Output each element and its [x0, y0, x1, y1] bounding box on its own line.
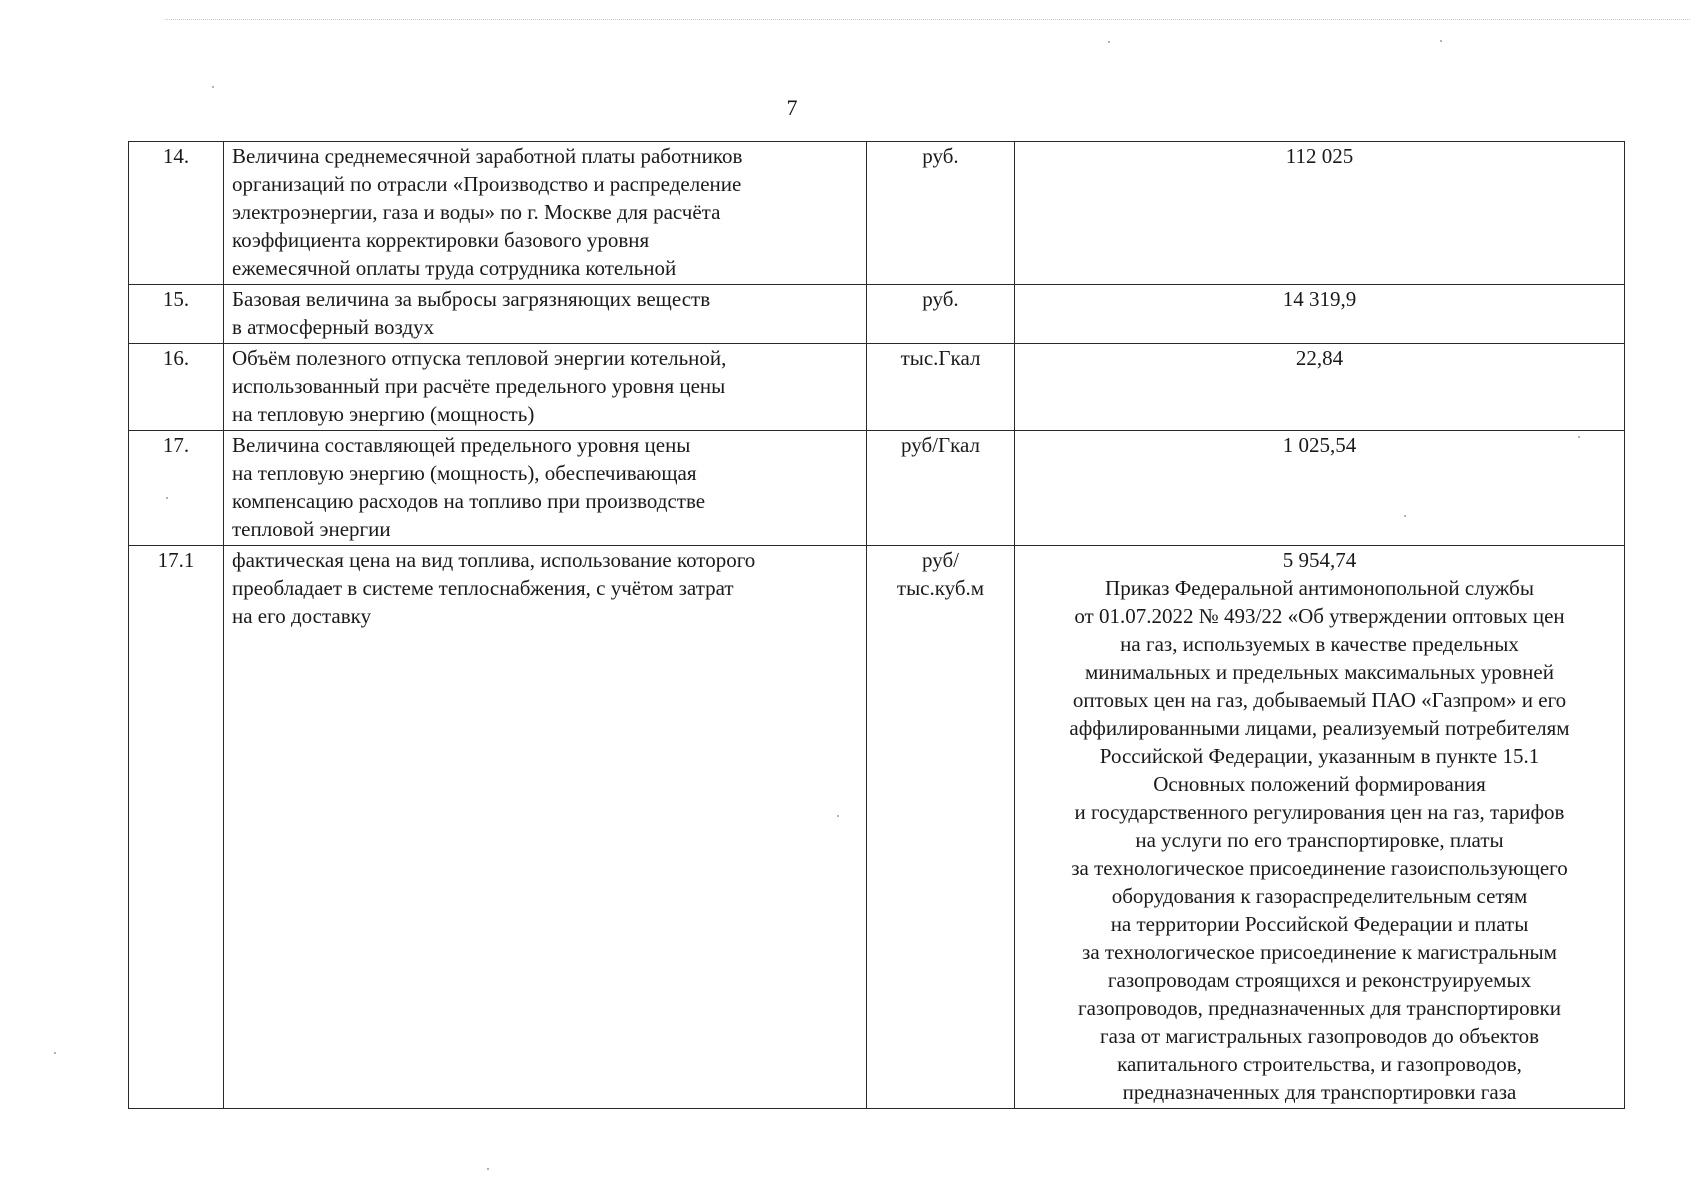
unit-cell: [867, 142, 1015, 285]
tariff-table: [128, 141, 1625, 1109]
description-line: тепловой энергии: [232, 517, 391, 541]
description-line: на тепловую энергию (мощность): [232, 402, 535, 426]
description-cell: [224, 285, 867, 344]
description-line: на тепловую энергию (мощность), обеспечивающая: [232, 461, 697, 485]
description-line: организаций по отрасли «Производство и распределение: [232, 172, 742, 196]
scan-speck: [1404, 515, 1406, 517]
description-line: использованный при расчёте предельного уровня цены: [232, 374, 726, 398]
source-note: [1015, 574, 1624, 1106]
unit-label: руб/Гкал: [901, 433, 980, 457]
note-line: Приказ Федеральной антимонопольной службы: [1105, 576, 1534, 600]
row-number-cell: [129, 431, 224, 546]
description-cell: [224, 546, 867, 1109]
note-line: и государственного регулирования цен на газ, тарифов: [1074, 800, 1565, 824]
description-line: преобладает в системе теплоснабжения, с учётом затрат: [232, 576, 734, 600]
description-cell: [224, 344, 867, 431]
description-cell: [224, 431, 867, 546]
page-number-container: [0, 96, 1696, 120]
scan-speck: [166, 497, 168, 499]
value-cell: [1015, 285, 1625, 344]
description-line: фактическая цена на вид топлива, использование которого: [232, 548, 756, 572]
row-number: 17.: [162, 433, 190, 457]
description-line: Базовая величина за выбросы загрязняющих веществ: [232, 287, 711, 311]
row-number: 16.: [162, 346, 190, 370]
scan-edge-line: [165, 19, 1690, 20]
unit-cell: [867, 285, 1015, 344]
scan-speck: [1108, 41, 1110, 43]
unit-label: тыс.Гкал: [900, 346, 981, 370]
note-line: на территории Российской Федерации и платы: [1110, 912, 1529, 936]
scan-speck: [837, 815, 839, 817]
value-text: 14 319,9: [1282, 287, 1357, 311]
description-line: Объём полезного отпуска тепловой энергии котельной,: [232, 346, 727, 370]
scan-speck: [54, 1052, 56, 1054]
description-line: Величина среднемесячной заработной платы работников: [232, 144, 743, 168]
note-line: капитального строительства, и газопроводов,: [1117, 1052, 1522, 1076]
note-line: газопроводам строящихся и реконструируемых: [1107, 968, 1532, 992]
table-row: [129, 344, 1625, 431]
value-cell: [1015, 344, 1625, 431]
description-line: электроэнергии, газа и воды» по г. Москве для расчёта: [232, 200, 721, 224]
description-line: Величина составляющей предельного уровня цены: [232, 433, 691, 457]
row-number: 14.: [162, 144, 190, 168]
row-number: 15.: [162, 287, 190, 311]
row-number-cell: [129, 344, 224, 431]
page-number: 7: [786, 95, 798, 120]
description-line: на его доставку: [232, 604, 372, 628]
unit-cell: [867, 546, 1015, 1109]
description-line: ежемесячной оплаты труда сотрудника котельной: [232, 256, 677, 280]
description-cell: [224, 142, 867, 285]
table-row: [129, 142, 1625, 285]
note-line: оптовых цен на газ, добываемый ПАО «Газпром» и его: [1072, 688, 1567, 712]
scan-speck: [1440, 40, 1442, 42]
note-line: на услуги по его транспортировке, платы: [1135, 828, 1504, 852]
row-number: 17.1: [157, 548, 195, 572]
note-line: за технологическое присоединение газоиспользующего: [1071, 856, 1568, 880]
table-row: [129, 546, 1625, 1109]
note-line: предназначенных для транспортировки газа: [1122, 1080, 1517, 1104]
row-number-cell: [129, 142, 224, 285]
note-line: Основных положений формирования: [1153, 772, 1486, 796]
unit-cell: [867, 344, 1015, 431]
row-number-cell: [129, 285, 224, 344]
unit-cell: [867, 431, 1015, 546]
description-line: компенсацию расходов на топливо при производстве: [232, 489, 706, 513]
unit-label: руб.: [922, 287, 959, 311]
note-line: оборудования к газораспределительным сетям: [1111, 884, 1528, 908]
note-line: за технологическое присоединение к магистральным: [1082, 940, 1557, 964]
note-line: газа от магистральных газопроводов до объектов: [1099, 1024, 1540, 1048]
value-text: 22,84: [1295, 346, 1344, 370]
value-cell: [1015, 431, 1625, 546]
value-cell: [1015, 546, 1625, 1109]
scan-speck: [212, 86, 214, 88]
description-line: в атмосферный воздух: [232, 315, 435, 339]
value-text: 5 954,74: [1282, 548, 1357, 572]
note-line: минимальных и предельных максимальных уровней: [1085, 660, 1554, 684]
note-line: Российской Федерации, указанным в пункте 15.1: [1099, 744, 1540, 768]
scan-speck: [487, 1168, 489, 1170]
table-row: [129, 285, 1625, 344]
note-line: от 01.07.2022 № 493/22 «Об утверждении оптовых цен: [1074, 604, 1565, 628]
scan-speck: [1578, 436, 1580, 438]
value-cell: [1015, 142, 1625, 285]
note-line: на газ, используемых в качестве предельных: [1120, 632, 1519, 656]
description-line: коэффициента корректировки базового уровня: [232, 228, 650, 252]
row-number-cell: [129, 546, 224, 1109]
note-line: газопроводов, предназначенных для транспортировки: [1078, 996, 1561, 1020]
value-text: 1 025,54: [1282, 433, 1357, 457]
unit-label: руб/: [922, 548, 959, 572]
unit-label: руб.: [922, 144, 959, 168]
note-line: аффилированными лицами, реализуемый потребителям: [1069, 716, 1570, 740]
table-row: [129, 431, 1625, 546]
table-body: [129, 142, 1625, 1109]
unit-label: тыс.куб.м: [896, 576, 985, 600]
value-text: 112 025: [1285, 144, 1354, 168]
